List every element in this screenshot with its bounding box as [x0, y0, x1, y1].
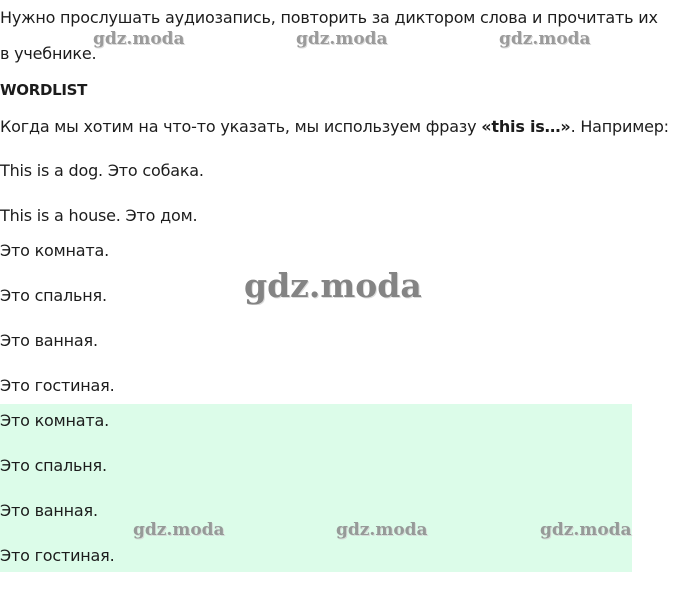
- intro-line-2: в учебнике.: [0, 44, 97, 63]
- watermark: gdz.moda: [133, 520, 225, 540]
- watermark: gdz.moda: [296, 29, 388, 49]
- highlighted-phrase-line: Это спальня.: [0, 456, 107, 475]
- explanation-phrase: «this is…»: [481, 117, 571, 136]
- watermark: gdz.moda: [336, 520, 428, 540]
- explanation-before: Когда мы хотим на что-то указать, мы используем фразу: [0, 117, 482, 136]
- highlighted-phrase-line: Это гостиная.: [0, 546, 115, 565]
- watermark: gdz.moda: [93, 29, 185, 49]
- example-line: This is a house. Это дом.: [0, 206, 198, 225]
- explanation-after: . Например:: [570, 117, 669, 136]
- watermark: gdz.moda: [244, 266, 422, 305]
- explanation-line: [0, 116, 669, 138]
- phrase-line: Это гостиная.: [0, 376, 115, 395]
- phrase-line: Это ванная.: [0, 331, 98, 350]
- watermark: gdz.moda: [499, 29, 591, 49]
- phrase-line: Это спальня.: [0, 286, 107, 305]
- phrase-line: Это комната.: [0, 241, 109, 260]
- intro-line-1: Нужно прослушать аудиозапись, повторить за диктором слова и прочитать их: [0, 8, 658, 27]
- section-heading: WORDLIST: [0, 81, 88, 99]
- highlighted-phrase-line: Это ванная.: [0, 501, 98, 520]
- highlighted-phrase-line: Это комната.: [0, 411, 109, 430]
- watermark: gdz.moda: [540, 520, 632, 540]
- example-line: This is a dog. Это собака.: [0, 161, 204, 180]
